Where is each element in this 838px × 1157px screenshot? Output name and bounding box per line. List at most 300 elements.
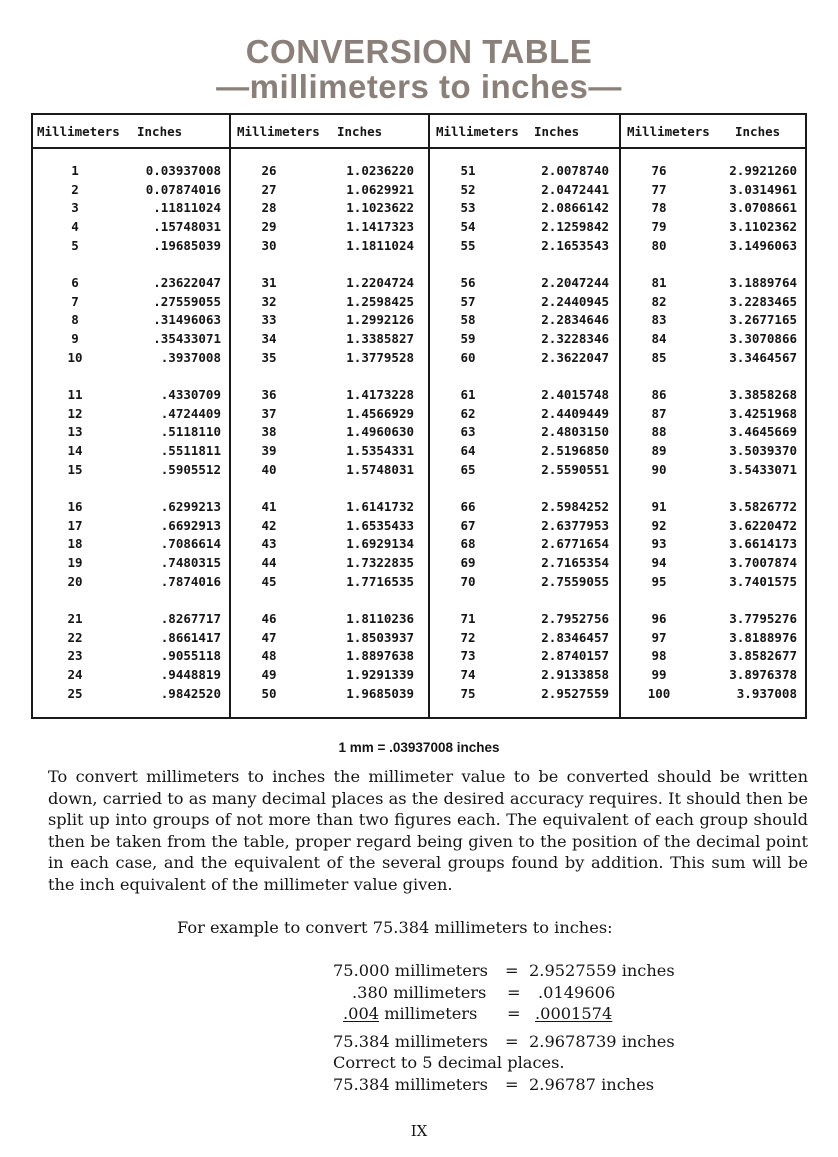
millimeter-value: 53 bbox=[460, 200, 476, 216]
millimeter-value: 92 bbox=[651, 517, 667, 533]
millimeter-value: 9 bbox=[71, 331, 79, 347]
millimeter-value: 30 bbox=[261, 237, 277, 253]
millimeter-value: 94 bbox=[651, 555, 667, 571]
inch-value: 1.4173228 bbox=[346, 387, 414, 402]
instructions-paragraph: To convert millimeters to inches the millimeter value to be converted should be written down, carried to as many decimal places as the desired accuracy requires. It should then be split up into groups of not more than two figures each. The equivalent of each group should then be taken from the table, proper regard being given to the position of the decimal point in each case, and the equivalent of the several groups found by addition. This sum will be the inch equivalent of the millimeter value given. bbox=[48, 767, 808, 894]
inch-value: 3.4251968 bbox=[729, 405, 797, 421]
table-row bbox=[430, 517, 619, 535]
inch-value: 2.0866142 bbox=[541, 200, 609, 216]
millimeter-value: 69 bbox=[460, 555, 476, 571]
calc-unit: millimeters bbox=[394, 961, 488, 980]
millimeter-value: 75 bbox=[460, 685, 476, 701]
inch-value: .5118110 bbox=[160, 424, 221, 440]
millimeter-value: 48 bbox=[261, 648, 277, 664]
millimeter-value: 60 bbox=[460, 349, 476, 365]
inch-value: 1.8503937 bbox=[346, 629, 414, 645]
calc-eq: = bbox=[505, 961, 519, 980]
table-row bbox=[231, 554, 428, 572]
inch-value: 3.3464567 bbox=[729, 349, 797, 365]
example-intro: For example to convert 75.384 millimeters to inches: bbox=[177, 918, 613, 937]
inch-value: 1.1417323 bbox=[346, 219, 414, 235]
inch-value: .8661417 bbox=[160, 629, 221, 645]
millimeter-value: 21 bbox=[67, 611, 83, 626]
page-subtitle: —millimeters to inches— bbox=[216, 68, 622, 105]
calc-inch-unit: inches bbox=[621, 961, 675, 980]
millimeter-value: 47 bbox=[261, 629, 277, 645]
table-column bbox=[430, 115, 619, 717]
millimeter-value: 83 bbox=[651, 312, 667, 328]
millimeter-value: 89 bbox=[651, 443, 667, 459]
inch-value: 3.8188976 bbox=[729, 629, 797, 645]
inch-value: .5511811 bbox=[160, 443, 221, 459]
millimeter-value: 33 bbox=[261, 312, 277, 328]
calc-eq: = bbox=[507, 1004, 521, 1023]
inch-value: 1.4566929 bbox=[346, 405, 414, 421]
inch-value: 1.3779528 bbox=[346, 349, 414, 365]
millimeter-value: 71 bbox=[460, 611, 476, 626]
millimeter-value: 23 bbox=[67, 648, 83, 664]
millimeter-value: 18 bbox=[67, 536, 83, 552]
inch-value: 3.7795276 bbox=[729, 611, 797, 626]
millimeter-value: 46 bbox=[261, 611, 277, 626]
table-row bbox=[33, 554, 229, 572]
millimeter-value: 25 bbox=[67, 685, 83, 701]
millimeter-value: 8 bbox=[71, 312, 79, 328]
millimeter-value: 64 bbox=[460, 443, 476, 459]
table-row bbox=[33, 386, 229, 404]
inch-value: 3.4645669 bbox=[729, 424, 797, 440]
table-row bbox=[33, 498, 229, 516]
inch-value: .6299213 bbox=[160, 499, 221, 514]
millimeter-value: 24 bbox=[67, 667, 83, 683]
table-row bbox=[621, 573, 807, 591]
column-header-millimeters: Millimeters bbox=[436, 124, 519, 139]
millimeter-value: 62 bbox=[460, 405, 476, 421]
millimeter-value: 58 bbox=[460, 312, 476, 328]
inch-value: 2.4015748 bbox=[541, 387, 609, 402]
table-row bbox=[33, 685, 229, 703]
inch-value: 2.1653543 bbox=[541, 237, 609, 253]
millimeter-value: 22 bbox=[67, 629, 83, 645]
millimeter-value: 36 bbox=[261, 387, 277, 402]
inch-value: 1.6141732 bbox=[346, 499, 414, 514]
table-row bbox=[231, 461, 428, 479]
inch-value: 2.3622047 bbox=[541, 349, 609, 365]
calc-line-2-result bbox=[538, 983, 615, 1002]
conversion-table bbox=[31, 113, 807, 719]
inch-value: 2.2047244 bbox=[541, 275, 609, 290]
inch-value: .9448819 bbox=[160, 667, 221, 683]
calc-mm: .380 bbox=[352, 983, 389, 1002]
calc-sum-result bbox=[529, 1032, 675, 1051]
inch-value: 3.1102362 bbox=[729, 219, 797, 235]
inch-value: .15748031 bbox=[153, 219, 221, 235]
inch-value: 0.07874016 bbox=[145, 181, 221, 197]
table-row bbox=[33, 293, 229, 311]
millimeter-value: 43 bbox=[261, 536, 277, 552]
inch-value: 1.0236220 bbox=[346, 163, 414, 178]
table-row bbox=[621, 461, 807, 479]
inch-value: 3.7401575 bbox=[729, 573, 797, 589]
millimeter-value: 13 bbox=[67, 424, 83, 440]
inch-value: .6692913 bbox=[160, 517, 221, 533]
inch-value: 2.7559055 bbox=[541, 573, 609, 589]
table-row bbox=[33, 517, 229, 535]
table-row bbox=[33, 199, 229, 217]
table-row bbox=[621, 181, 807, 199]
table-row bbox=[430, 442, 619, 460]
millimeter-value: 27 bbox=[261, 181, 277, 197]
calc-inch: 2.96787 bbox=[529, 1075, 596, 1094]
table-row bbox=[621, 237, 807, 255]
table-row bbox=[231, 181, 428, 199]
inch-value: 3.6220472 bbox=[729, 517, 797, 533]
table-row bbox=[621, 666, 807, 684]
millimeter-value: 72 bbox=[460, 629, 476, 645]
inch-value: 3.0708661 bbox=[729, 200, 797, 216]
inch-value: 1.9685039 bbox=[346, 685, 414, 701]
inch-value: 3.8582677 bbox=[729, 648, 797, 664]
calc-correct-note: Correct to 5 decimal places. bbox=[333, 1053, 565, 1072]
inch-value: .5905512 bbox=[160, 461, 221, 477]
millimeter-value: 79 bbox=[651, 219, 667, 235]
inch-value: 3.937008 bbox=[736, 685, 797, 701]
millimeter-value: 90 bbox=[651, 461, 667, 477]
inch-value: 3.7007874 bbox=[729, 555, 797, 571]
millimeter-value: 88 bbox=[651, 424, 667, 440]
table-row bbox=[231, 666, 428, 684]
table-row bbox=[33, 349, 229, 367]
table-row bbox=[621, 629, 807, 647]
millimeter-value: 5 bbox=[71, 237, 79, 253]
inch-value: 3.5826772 bbox=[729, 499, 797, 514]
table-row bbox=[231, 330, 428, 348]
table-row bbox=[621, 293, 807, 311]
table-row bbox=[621, 405, 807, 423]
millimeter-value: 76 bbox=[651, 163, 667, 178]
table-row bbox=[33, 218, 229, 236]
table-row bbox=[231, 386, 428, 404]
inch-value: 2.9133858 bbox=[541, 667, 609, 683]
calc-unit: millimeters bbox=[393, 983, 487, 1002]
table-row bbox=[33, 330, 229, 348]
table-row bbox=[231, 349, 428, 367]
table-row bbox=[621, 685, 807, 703]
millimeter-value: 100 bbox=[647, 685, 671, 701]
inch-value: .27559055 bbox=[153, 293, 221, 309]
inch-value: 1.2598425 bbox=[346, 293, 414, 309]
column-header-millimeters: Millimeters bbox=[237, 124, 320, 139]
inch-value: 3.2283465 bbox=[729, 293, 797, 309]
table-row bbox=[430, 199, 619, 217]
column-header-millimeters: Millimeters bbox=[37, 124, 120, 139]
millimeter-value: 44 bbox=[261, 555, 277, 571]
calc-unit: millimeters bbox=[394, 1032, 488, 1051]
calc-inch: 2.9678739 bbox=[529, 1032, 617, 1051]
millimeter-value: 93 bbox=[651, 536, 667, 552]
inch-value: .7480315 bbox=[160, 555, 221, 571]
calc-result-value bbox=[529, 1075, 654, 1094]
table-row bbox=[33, 423, 229, 441]
table-row bbox=[621, 554, 807, 572]
table-row bbox=[430, 405, 619, 423]
inch-value: 1.7716535 bbox=[346, 573, 414, 589]
millimeter-value: 55 bbox=[460, 237, 476, 253]
millimeter-value: 99 bbox=[651, 667, 667, 683]
millimeter-value: 70 bbox=[460, 573, 476, 589]
table-row bbox=[33, 405, 229, 423]
millimeter-value: 15 bbox=[67, 461, 83, 477]
inch-value: .31496063 bbox=[153, 312, 221, 328]
inch-value: 1.8897638 bbox=[346, 648, 414, 664]
calc-line-1-result bbox=[529, 961, 675, 980]
table-row bbox=[33, 181, 229, 199]
table-column bbox=[231, 115, 428, 717]
inch-value: 2.1259842 bbox=[541, 219, 609, 235]
table-row bbox=[430, 423, 619, 441]
inch-value: 2.5984252 bbox=[541, 499, 609, 514]
millimeter-value: 37 bbox=[261, 405, 277, 421]
millimeter-value: 52 bbox=[460, 181, 476, 197]
table-row bbox=[231, 293, 428, 311]
table-row bbox=[430, 349, 619, 367]
column-header-inches: Inches bbox=[534, 124, 580, 139]
millimeter-value: 63 bbox=[460, 424, 476, 440]
calc-inch-unit: inches bbox=[621, 1032, 675, 1051]
table-row bbox=[621, 274, 807, 292]
table-row bbox=[231, 610, 428, 628]
calc-inch: .0149606 bbox=[538, 983, 616, 1002]
table-row bbox=[33, 461, 229, 479]
millimeter-value: 66 bbox=[460, 499, 476, 514]
inch-value: 2.2834646 bbox=[541, 312, 609, 328]
inch-value: 2.4409449 bbox=[541, 405, 609, 421]
millimeter-value: 34 bbox=[261, 331, 277, 347]
millimeter-value: 4 bbox=[71, 219, 79, 235]
inch-value: 1.2992126 bbox=[346, 312, 414, 328]
inch-value: 3.1496063 bbox=[729, 237, 797, 253]
millimeter-value: 67 bbox=[460, 517, 476, 533]
inch-value: .4330709 bbox=[160, 387, 221, 402]
conversion-formula: 1 mm = .03937008 inches bbox=[338, 740, 500, 755]
millimeter-value: 57 bbox=[460, 293, 476, 309]
table-row bbox=[430, 218, 619, 236]
table-row bbox=[621, 311, 807, 329]
inch-value: .3937008 bbox=[160, 349, 221, 365]
millimeter-value: 61 bbox=[460, 387, 476, 402]
millimeter-value: 86 bbox=[651, 387, 667, 402]
page-number: IX bbox=[410, 1122, 428, 1140]
table-row bbox=[33, 610, 229, 628]
table-row bbox=[231, 647, 428, 665]
inch-value: 1.1811024 bbox=[346, 237, 414, 253]
calc-eq: = bbox=[505, 1075, 519, 1094]
millimeter-value: 56 bbox=[460, 275, 476, 290]
millimeter-value: 45 bbox=[261, 573, 277, 589]
table-row bbox=[430, 610, 619, 628]
inch-value: 1.5354331 bbox=[346, 443, 414, 459]
inch-value: 1.4960630 bbox=[346, 424, 414, 440]
table-row bbox=[33, 442, 229, 460]
millimeter-value: 20 bbox=[67, 573, 83, 589]
inch-value: .23622047 bbox=[153, 275, 221, 290]
millimeter-value: 68 bbox=[460, 536, 476, 552]
table-row bbox=[430, 666, 619, 684]
table-row bbox=[430, 237, 619, 255]
inch-value: 1.0629921 bbox=[346, 181, 414, 197]
millimeter-value: 10 bbox=[67, 349, 83, 365]
table-row bbox=[33, 647, 229, 665]
calc-result bbox=[333, 1075, 488, 1094]
millimeter-value: 1 bbox=[71, 163, 79, 178]
table-row bbox=[231, 274, 428, 292]
millimeter-value: 78 bbox=[651, 200, 667, 216]
table-row bbox=[621, 423, 807, 441]
millimeter-value: 51 bbox=[460, 163, 476, 178]
calc-mm: 75.384 bbox=[333, 1075, 390, 1094]
inch-value: 1.2204724 bbox=[346, 275, 414, 290]
table-row bbox=[231, 629, 428, 647]
millimeter-value: 16 bbox=[67, 499, 83, 514]
calc-sum bbox=[333, 1032, 488, 1051]
inch-value: .7874016 bbox=[160, 573, 221, 589]
table-row bbox=[430, 629, 619, 647]
table-row bbox=[231, 162, 428, 180]
millimeter-value: 85 bbox=[651, 349, 667, 365]
inch-value: 2.4803150 bbox=[541, 424, 609, 440]
calc-inch-unit: inches bbox=[601, 1075, 655, 1094]
table-row bbox=[231, 573, 428, 591]
table-row bbox=[621, 386, 807, 404]
table-row bbox=[621, 498, 807, 516]
inch-value: 3.3858268 bbox=[729, 387, 797, 402]
calc-unit: millimeters bbox=[384, 1004, 478, 1023]
table-row bbox=[33, 162, 229, 180]
table-row bbox=[430, 274, 619, 292]
millimeter-value: 81 bbox=[651, 275, 667, 290]
inch-value: 2.6377953 bbox=[541, 517, 609, 533]
millimeter-value: 38 bbox=[261, 424, 277, 440]
millimeter-value: 17 bbox=[67, 517, 83, 533]
table-row bbox=[231, 199, 428, 217]
millimeter-value: 95 bbox=[651, 573, 667, 589]
table-row bbox=[430, 311, 619, 329]
table-row bbox=[621, 647, 807, 665]
millimeter-value: 6 bbox=[71, 275, 79, 290]
table-row bbox=[621, 330, 807, 348]
millimeter-value: 42 bbox=[261, 517, 277, 533]
inch-value: 2.8346457 bbox=[541, 629, 609, 645]
table-row bbox=[430, 181, 619, 199]
millimeter-value: 11 bbox=[67, 387, 83, 402]
inch-value: 2.3228346 bbox=[541, 331, 609, 347]
millimeter-value: 96 bbox=[651, 611, 667, 626]
calc-eq: = bbox=[507, 983, 521, 1002]
inch-value: .11811024 bbox=[153, 200, 221, 216]
calc-line-2 bbox=[352, 983, 486, 1002]
table-row bbox=[33, 274, 229, 292]
inch-value: 3.6614173 bbox=[729, 536, 797, 552]
millimeter-value: 28 bbox=[261, 200, 277, 216]
calc-mm: .004 bbox=[343, 1004, 380, 1023]
inch-value: .7086614 bbox=[160, 536, 221, 552]
millimeter-value: 91 bbox=[651, 499, 667, 514]
table-row bbox=[33, 311, 229, 329]
table-row bbox=[430, 293, 619, 311]
inch-value: 2.2440945 bbox=[541, 293, 609, 309]
millimeter-value: 97 bbox=[651, 629, 667, 645]
calc-inch: .0001574 bbox=[535, 1004, 613, 1023]
millimeter-value: 50 bbox=[261, 685, 277, 701]
table-row bbox=[430, 498, 619, 516]
calc-eq: = bbox=[505, 1032, 519, 1051]
millimeter-value: 39 bbox=[261, 443, 277, 459]
inch-value: 1.1023622 bbox=[346, 200, 414, 216]
table-row bbox=[621, 162, 807, 180]
inch-value: 2.5196850 bbox=[541, 443, 609, 459]
millimeter-value: 54 bbox=[460, 219, 476, 235]
inch-value: 3.0314961 bbox=[729, 181, 797, 197]
table-row bbox=[231, 218, 428, 236]
calc-line-3-result bbox=[535, 1004, 612, 1023]
millimeter-value: 19 bbox=[67, 555, 83, 571]
millimeter-value: 35 bbox=[261, 349, 277, 365]
millimeter-value: 77 bbox=[651, 181, 667, 197]
column-header-inches: Inches bbox=[735, 124, 781, 139]
table-row bbox=[430, 386, 619, 404]
table-row bbox=[33, 573, 229, 591]
millimeter-value: 49 bbox=[261, 667, 277, 683]
millimeter-value: 29 bbox=[261, 219, 277, 235]
table-row bbox=[430, 330, 619, 348]
millimeter-value: 26 bbox=[261, 163, 277, 178]
millimeter-value: 87 bbox=[651, 405, 667, 421]
millimeter-value: 14 bbox=[67, 443, 83, 459]
inch-value: 3.2677165 bbox=[729, 312, 797, 328]
column-header-millimeters: Millimeters bbox=[627, 124, 710, 139]
millimeter-value: 3 bbox=[71, 200, 79, 216]
table-column bbox=[33, 115, 229, 717]
inch-value: .8267717 bbox=[160, 611, 221, 626]
table-row bbox=[33, 237, 229, 255]
millimeter-value: 82 bbox=[651, 293, 667, 309]
calc-mm: 75.384 bbox=[333, 1032, 390, 1051]
page-title: CONVERSION TABLE bbox=[245, 33, 593, 70]
table-row bbox=[33, 535, 229, 553]
table-row bbox=[621, 349, 807, 367]
inch-value: .19685039 bbox=[153, 237, 221, 253]
calc-mm: 75.000 bbox=[333, 961, 390, 980]
inch-value: 2.9921260 bbox=[729, 163, 797, 178]
inch-value: 2.6771654 bbox=[541, 536, 609, 552]
millimeter-value: 2 bbox=[71, 181, 79, 197]
inch-value: 3.3070866 bbox=[729, 331, 797, 347]
table-row bbox=[231, 685, 428, 703]
millimeter-value: 40 bbox=[261, 461, 277, 477]
table-row bbox=[231, 535, 428, 553]
inch-value: 1.9291339 bbox=[346, 667, 414, 683]
millimeter-value: 32 bbox=[261, 293, 277, 309]
inch-value: .9055118 bbox=[160, 648, 221, 664]
inch-value: 3.5039370 bbox=[729, 443, 797, 459]
table-row bbox=[430, 535, 619, 553]
inch-value: 1.7322835 bbox=[346, 555, 414, 571]
inch-value: 1.5748031 bbox=[346, 461, 414, 477]
millimeter-value: 80 bbox=[651, 237, 667, 253]
millimeter-value: 84 bbox=[651, 331, 667, 347]
calc-inch: 2.9527559 bbox=[529, 961, 617, 980]
table-row bbox=[430, 162, 619, 180]
